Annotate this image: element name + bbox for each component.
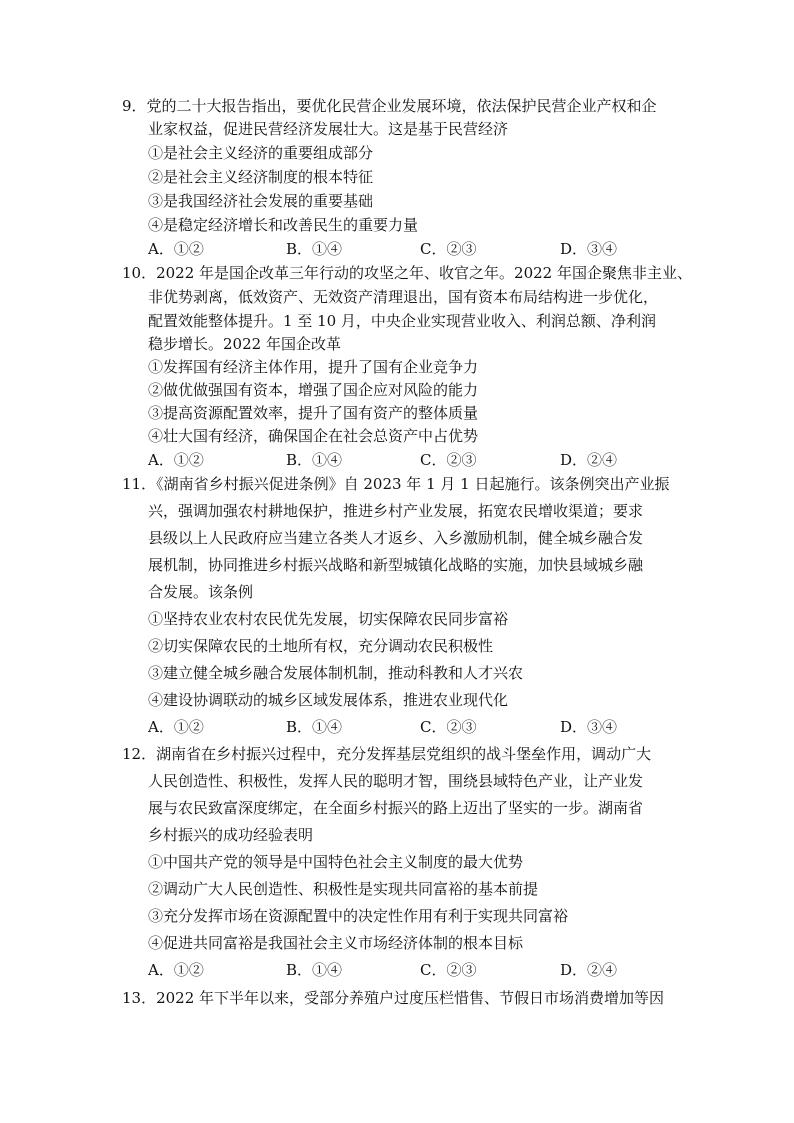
choice-a: A．①②: [148, 240, 204, 258]
question-stem-line: 兴，强调加强农村耕地保护，推进乡村产业发展，拓宽农民增收渠道；要求: [148, 502, 644, 520]
question-stem-line: 12．湖南省在乡村振兴过程中，充分发挥基层党组织的战斗堡垒作用，调动广大: [122, 745, 652, 763]
question-stem-line: 乡村振兴的成功经验表明: [148, 826, 314, 844]
choice-c: C．②③: [420, 451, 477, 469]
option-statement: ①是社会主义经济的重要组成部分: [148, 144, 374, 162]
option-statement: ①发挥国有经济主体作用，提升了国有企业竞争力: [148, 358, 479, 376]
option-statement: ②做优做强国有资本，增强了国企应对风险的能力: [148, 381, 479, 399]
option-statement: ④是稳定经济增长和改善民生的重要力量: [148, 216, 419, 234]
option-statement: ③提高资源配置效率，提升了国有资产的整体质量: [148, 404, 479, 422]
choice-b: B．①④: [286, 718, 343, 736]
choice-c: C．②③: [420, 961, 477, 979]
option-statement: ①坚持农业农村农民优先发展，切实保障农民同步富裕: [148, 610, 509, 628]
choice-a: A．①②: [148, 961, 204, 979]
option-statement: ②是社会主义经济制度的根本特征: [148, 168, 374, 186]
choice-c: C．②③: [420, 718, 477, 736]
choice-b: B．①④: [286, 961, 343, 979]
question-stem-line: 展与农民致富深度绑定，在全面乡村振兴的路上迈出了坚实的一步。湖南省: [148, 799, 644, 817]
choice-d: D．③④: [560, 240, 618, 258]
question-stem-line: 11．《湖南省乡村振兴促进条例》自 2023 年 1 月 1 日起施行。该条例突出产业振: [122, 475, 670, 493]
choice-b: B．①④: [286, 451, 343, 469]
question-stem-line: 业家权益，促进民营经济发展壮大。这是基于民营经济: [148, 120, 509, 138]
choice-d: D．③④: [560, 718, 618, 736]
question-stem-line: 县级以上人民政府应当建立各类人才返乡、入乡激励机制，健全城乡融合发: [148, 529, 644, 547]
question-stem-line: 人民创造性、积极性，发挥人民的聪明才智，围绕县域特色产业，让产业发: [148, 772, 644, 790]
option-statement: ③建立健全城乡融合发展体制机制，推动科教和人才兴农: [148, 664, 524, 682]
choice-c: C．②③: [420, 240, 477, 258]
question-stem-line: 9．党的二十大报告指出，要优化民营企业发展环境，依法保护民营企业产权和企: [122, 97, 657, 115]
option-statement: ④促进共同富裕是我国社会主义市场经济体制的根本目标: [148, 934, 524, 952]
choice-b: B．①④: [286, 240, 343, 258]
choice-d: D．②④: [560, 961, 618, 979]
question-stem-line: 非优势剥离，低效资产、无效资产清理退出，国有资本布局结构进一步优化，: [148, 288, 659, 306]
question-stem-line: 10．2022 年是国企改革三年行动的攻坚之年、收官之年。2022 年国企聚焦非主业、: [122, 264, 692, 282]
option-statement: ②调动广大人民创造性、积极性是实现共同富裕的基本前提: [148, 880, 539, 898]
choice-a: A．①②: [148, 718, 204, 736]
option-statement: ③充分发挥市场在资源配置中的决定性作用有利于实现共同富裕: [148, 907, 569, 925]
question-stem-line: 合发展。该条例: [148, 583, 254, 601]
option-statement: ④壮大国有经济，确保国企在社会总资产中占优势: [148, 427, 479, 445]
option-statement: ③是我国经济社会发展的重要基础: [148, 192, 374, 210]
option-statement: ②切实保障农民的土地所有权，充分调动农民积极性: [148, 637, 494, 655]
option-statement: ①中国共产党的领导是中国特色社会主义制度的最大优势: [148, 853, 524, 871]
choice-d: D．②④: [560, 451, 618, 469]
option-statement: ④建设协调联动的城乡区域发展体系，推进农业现代化: [148, 691, 509, 709]
question-stem-line: 配置效能整体提升。1 至 10 月，中央企业实现营业收入、利润总额、净利润: [148, 312, 656, 330]
question-stem-line: 13．2022 年下半年以来，受部分养殖户过度压栏惜售、节假日市场消费增加等因: [122, 989, 665, 1007]
choice-a: A．①②: [148, 451, 204, 469]
question-stem-line: 展机制，协同推进乡村振兴战略和新型城镇化战略的实施，加快县域城乡融: [148, 556, 644, 574]
question-stem-line: 稳步增长。2022 年国企改革: [148, 335, 341, 353]
